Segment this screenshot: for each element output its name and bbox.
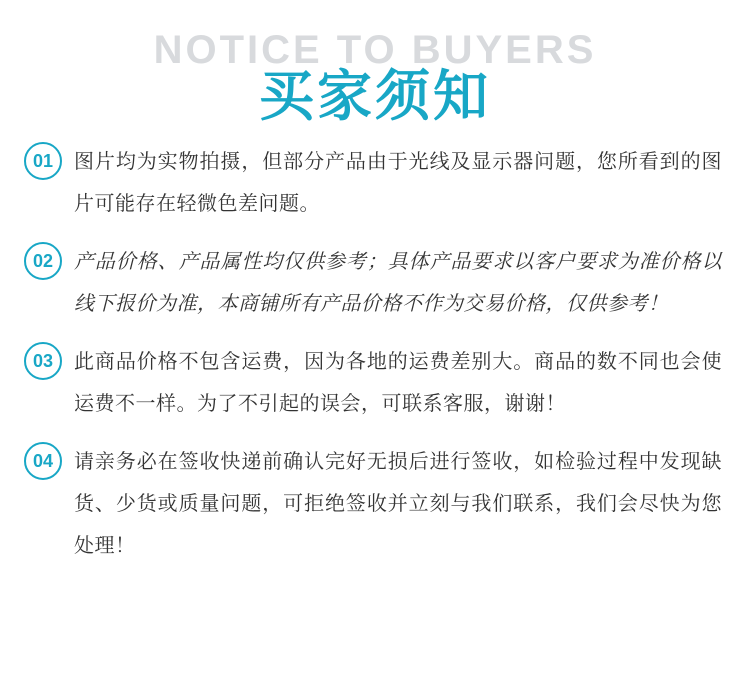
watermark-text: NOTICE TO BUYERS [153,28,597,72]
item-number-badge: 03 [24,342,62,380]
list-item [24,240,722,324]
item-number-badge: 01 [24,142,62,180]
item-number-badge: 04 [24,442,62,480]
item-text: 此商品价格不包含运费，因为各地的运费差别大。商品的数不同也会使运费不一样。为了不引起的误会，可联系客服，谢谢！ [74,349,722,415]
list-item [24,440,722,566]
page-header [0,0,750,140]
notice-list [0,140,750,566]
item-text: 图片均为实物拍摄，但部分产品由于光线及显示器问题，您所看到的图片可能存在轻微色差问题。 [74,149,722,215]
item-text: 产品价格、产品属性均仅供参考；具体产品要求以客户要求为准价格以线下报价为准，本商铺所有产品价格不作为交易价格，仅供参考！ [74,249,722,315]
item-number-badge: 02 [24,242,62,280]
page-title: 买家须知 [258,64,491,128]
list-item [24,340,722,424]
item-text: 请亲务必在签收快递前确认完好无损后进行签收，如检验过程中发现缺货、少货或质量问题，可拒绝签收并立刻与我们联系，我们会尽快为您处理！ [74,449,722,557]
list-item [24,140,722,224]
